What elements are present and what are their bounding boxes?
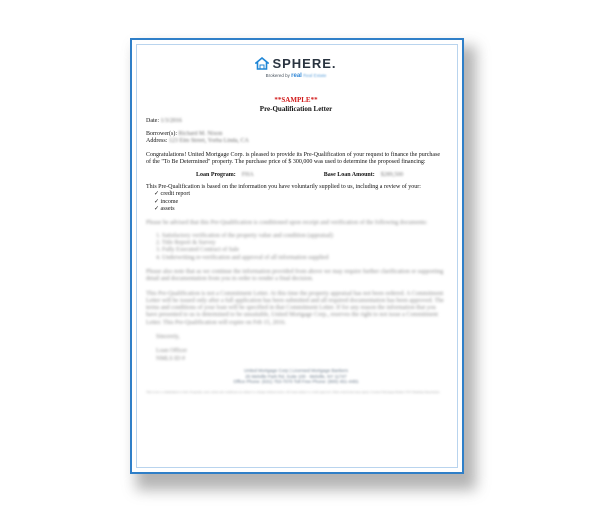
checklist-item: ✓ assets xyxy=(154,206,446,213)
date-value: 1/3/2016 xyxy=(160,118,182,125)
note-paragraph: Please also note that as we continue the information provided from above we may require further clarification or supporting detail and documentation from you in order to render a final decision. xyxy=(146,268,444,283)
base-loan-label: Base Loan Amount: xyxy=(323,171,375,178)
address-line xyxy=(146,138,446,145)
condition-item: 3. Fully Executed Contract of Sale xyxy=(156,247,239,254)
conditions-intro: Please be advised that this Pre-Qualification is conditioned upon receipt and verification of the following documents: xyxy=(146,220,428,227)
loan-program-value: FHA xyxy=(241,171,254,178)
letter-title: Pre-Qualification Letter xyxy=(259,104,333,113)
address-value: 123 Elm Street, Yorba Linda, CA xyxy=(168,137,249,144)
condition-item: 1. Satisfactory verification of the property value and condition (appraisal) xyxy=(156,232,333,239)
borrower-label: Borrower(s): xyxy=(146,130,177,137)
signer-nmls: NMLS ID # xyxy=(156,355,186,362)
footer-phone: Office Phone: (631) 753-7070 Toll Free Phone: (800) 451-4481 xyxy=(233,379,359,385)
date-line xyxy=(146,118,446,125)
review-intro: This Pre-Qualification is based on the information you have voluntarily supplied to us, including a review of your: xyxy=(146,184,421,191)
footer-address: 25 Melville Park Rd, Suite 100 · Melville, NY 11747 xyxy=(245,373,347,379)
borrower-line xyxy=(146,131,446,138)
loan-details-row xyxy=(196,172,446,179)
letter-content xyxy=(146,56,446,394)
brokered-by-line xyxy=(146,73,446,80)
review-checklist xyxy=(154,191,446,213)
condition-item: 2. Title Report & Survey xyxy=(156,239,216,246)
loan-program-label: Loan Program: xyxy=(196,171,236,178)
real-logo-suffix: Real Estate xyxy=(303,72,327,78)
real-logo-text: real xyxy=(291,72,302,79)
signer-title: Loan Officer xyxy=(156,348,188,355)
brokered-by-label: Brokered by xyxy=(265,72,290,78)
date-label: Date: xyxy=(146,118,159,125)
footer-disclaimer: This is not a commitment to lend. Programs, rates, terms and conditions are subject to change without notice. All loans subject to credit approval. Other restrictions may apply. Licensed Mortgage Banker NYS Banking Department. xyxy=(146,389,441,394)
letter-page xyxy=(130,38,464,474)
closing: Sincerely, xyxy=(156,334,180,341)
checklist-item: ✓ credit report xyxy=(154,191,446,198)
not-commitment-paragraph: This Pre-Qualification is not a Commitment Letter. At this time the property appraisal has not been ordered. A Commitment Letter will be issued only after a full application has been submitted and all required documentation has been approved. The terms and conditions of your loan will be specified in that Commitment Letter. If for any reason the information that you have presented to us is determined to be unsuitable, United Mortgage Corp., reserves the right to not issue a Commitment Letter. This Pre-Qualification will expire on Feb 15, 2016. xyxy=(146,290,444,326)
borrower-value: Richard M. Nixon xyxy=(178,130,223,137)
conditions-list xyxy=(156,233,446,262)
sample-label: **SAMPLE** xyxy=(274,96,318,105)
address-label: Address: xyxy=(146,137,168,144)
base-loan-value: $289,500 xyxy=(380,171,404,178)
condition-item: 4. Underwriting re-verification and approval of all information supplied xyxy=(156,254,329,261)
house-icon xyxy=(255,57,269,70)
brand-name: SPHERE. xyxy=(272,56,337,71)
checklist-item: ✓ income xyxy=(154,199,446,206)
footer-company: United Mortgage Corp | Licensed Mortgage Bankers xyxy=(244,368,348,374)
brand-logo xyxy=(146,56,446,72)
congratulations-paragraph: Congratulations! United Mortgage Corp. is pleased to provide its Pre-Qualification of your request to finance the purchase of the "To Be Determined" property. The purchase price of $ 300,000 was used to determine the proposed financing: xyxy=(146,152,441,166)
